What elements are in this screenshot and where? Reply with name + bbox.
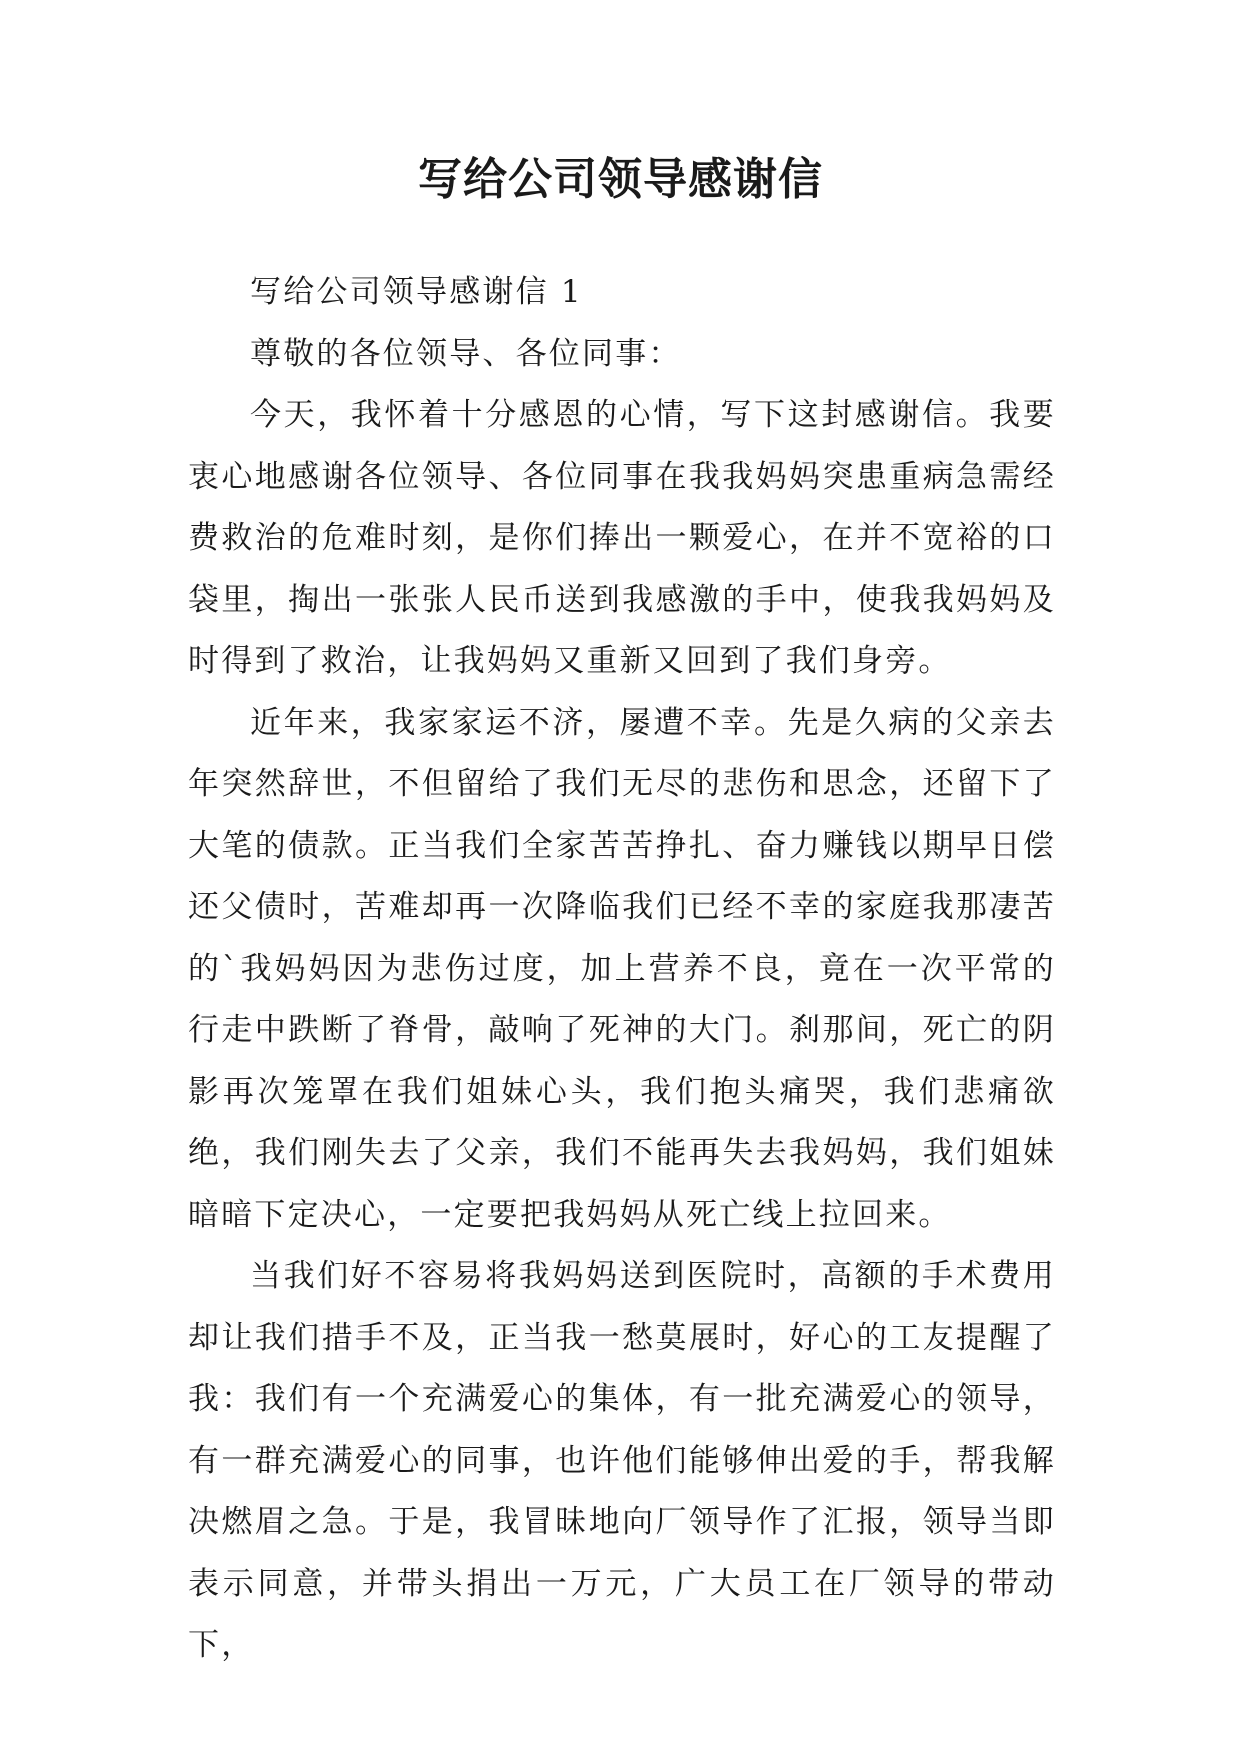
paragraph: 近年来，我家家运不济，屡遭不幸。先是久病的父亲去年突然辞世，不但留给了我们无尽的悲伤和思念，还留下了大笔的债款。正当我们全家苦苦挣扎、奋力赚钱以期早日偿还父债时，苦难却再一次降临我们已经不幸的家庭我那凄苦的`我妈妈因为悲伤过度，加上营养不良，竟在一次平常的行走中跌断了脊骨，敲响了死神的大门。刹那间，死亡的阴影再次笼罩在我们姐妹心头，我们抱头痛哭，我们悲痛欲绝，我们刚失去了父亲，我们不能再失去我妈妈，我们姐妹暗暗下定决心，一定要把我妈妈从死亡线上拉回来。 [188, 704, 1056, 1233]
salutation: 尊敬的各位领导、各位同事： [250, 335, 682, 372]
paragraph: 当我们好不容易将我妈妈送到医院时，高额的手术费用却让我们措手不及，正当我一愁莫展时，好心的工友提醒了我：我们有一个充满爱心的集体，有一批充满爱心的领导，有一群充满爱心的同事，也许他们能够伸出爱的手，帮我解决燃眉之急。于是，我冒昧地向厂领导作了汇报，领导当即表示同意，并带头捐出一万元，广大员工在厂领导的带动下， [188, 1258, 1056, 1663]
document-body [188, 262, 1056, 1677]
document-title: 写给公司领导感谢信 [418, 154, 823, 205]
letter-heading: 写给公司领导感谢信 1 [250, 274, 583, 310]
paragraph: 今天，我怀着十分感恩的心情，写下这封感谢信。我要衷心地感谢各位领导、各位同事在我我妈妈突患重病急需经费救治的危难时刻，是你们捧出一颗爱心，在并不宽裕的口袋里，掏出一张张人民币送到我感激的手中，使我我妈妈及时得到了救治，让我妈妈又重新又回到了我们身旁。 [188, 397, 1056, 679]
